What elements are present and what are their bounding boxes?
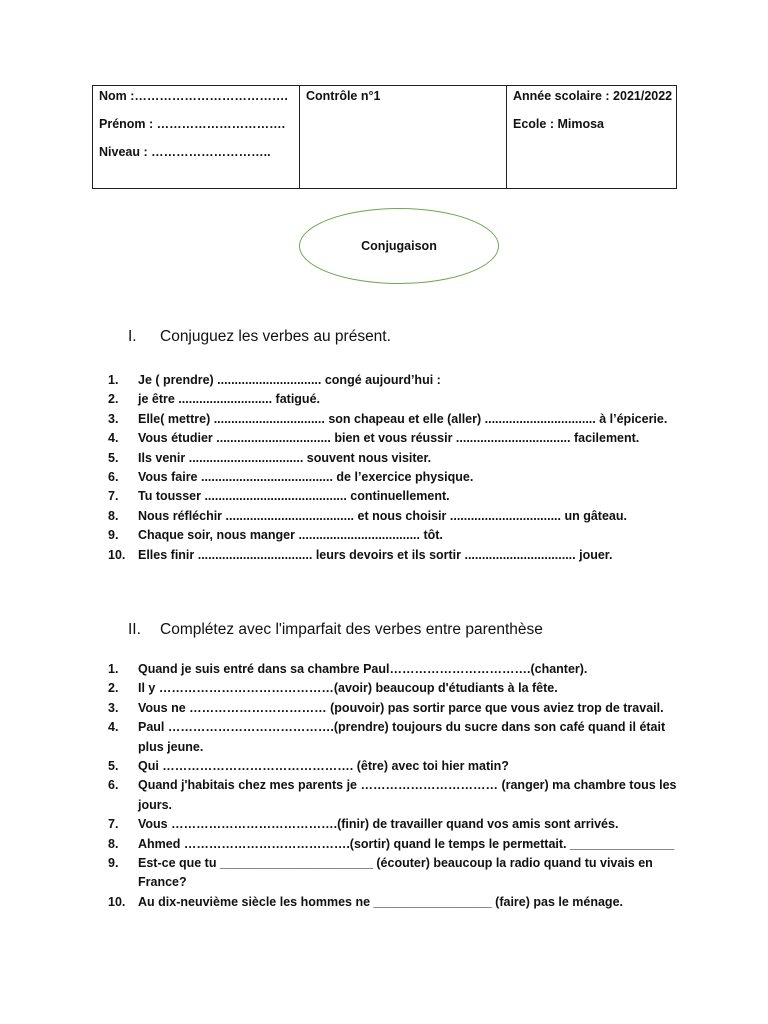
exercise-item bbox=[108, 526, 683, 545]
exercise-number: 3. bbox=[108, 700, 119, 715]
exercise-number: 10. bbox=[108, 547, 126, 562]
exercise-text: Est-ce que tu ______________________ (écouter) beaucoup la radio quand tu vivais en France? bbox=[138, 856, 653, 890]
exercise-text: Vous étudier ................................. bien et vous réussir ................................. facilement. bbox=[138, 431, 640, 446]
exercise-number: 2. bbox=[108, 392, 119, 407]
exercise-number: 4. bbox=[108, 431, 119, 446]
exercise-number: 10. bbox=[108, 894, 126, 909]
exercise-number: 6. bbox=[108, 778, 119, 793]
exercise-item bbox=[108, 854, 683, 893]
exercise-item bbox=[108, 679, 683, 698]
exercise-number: 7. bbox=[108, 489, 119, 504]
exercise-item bbox=[108, 507, 683, 526]
exercise-text: Vous ne …………………………… (pouvoir) pas sortir parce que vous aviez trop de travail. bbox=[138, 700, 664, 715]
exercise-text: Vous ………………………………….(finir) de travailler quand vos amis sont arrivés. bbox=[138, 817, 619, 832]
exercise-number: 9. bbox=[108, 856, 119, 871]
school-info-cell bbox=[507, 86, 677, 189]
exercise-text: Chaque soir, nous manger ................................... tôt. bbox=[138, 528, 443, 543]
exercise-number: 8. bbox=[108, 508, 119, 523]
exercise-number: 6. bbox=[108, 470, 119, 485]
controle-cell bbox=[300, 86, 507, 189]
exercise-number: 2. bbox=[108, 681, 119, 696]
header-table bbox=[92, 85, 677, 189]
exercise-number: 7. bbox=[108, 817, 119, 832]
exercise-item bbox=[108, 429, 683, 448]
exercise-item bbox=[108, 390, 683, 409]
exercise-item bbox=[108, 468, 683, 487]
section2-heading bbox=[128, 621, 543, 639]
exercise-item bbox=[108, 699, 683, 718]
exercise-text: Je ( prendre) .............................. congé aujourd’hui : bbox=[138, 373, 441, 387]
exercise-text: Elles finir ................................. leurs devoirs et ils sortir ................................ jouer. bbox=[138, 547, 613, 562]
exercise-number: 1. bbox=[108, 373, 119, 387]
exercise-text: Tu tousser ......................................... continuellement. bbox=[138, 489, 450, 504]
exercise-item bbox=[108, 757, 683, 776]
exercise-item bbox=[108, 371, 683, 390]
exercise-number: 9. bbox=[108, 528, 119, 543]
nom-field: Nom :………………………………. bbox=[99, 89, 288, 103]
prenom-field: Prénom : …………………………. bbox=[99, 117, 286, 131]
ecole-label: Ecole : Mimosa bbox=[513, 117, 604, 131]
exercise-text: Il y ……………………………………(avoir) beaucoup d'étudiants à la fête. bbox=[138, 681, 558, 696]
exercise-text: Qui ………………………………………. (être) avec toi hier matin? bbox=[138, 759, 509, 774]
exercise-item bbox=[108, 546, 683, 565]
exercise-number: 3. bbox=[108, 411, 119, 426]
student-info-cell bbox=[93, 86, 300, 189]
exercise-text: je être ........................... fatigué. bbox=[138, 392, 320, 407]
exercise-text: Nous réfléchir ..................................... et nous choisir ................................ un gâteau. bbox=[138, 508, 627, 523]
exercise-text: Quand j'habitais chez mes parents je …………………………… (ranger) ma chambre tous les jours. bbox=[138, 778, 677, 812]
exercise-item bbox=[108, 815, 683, 834]
section1-number: I. bbox=[128, 328, 137, 345]
exercise-text: Paul ………………………………….(prendre) toujours du sucre dans son café quand il était plus jeune. bbox=[138, 720, 666, 754]
exercise-text: Au dix-neuvième siècle les hommes ne _________________ (faire) pas le ménage. bbox=[138, 894, 623, 909]
exercise-text: Quand je suis entré dans sa chambre Paul…………………………….(chanter). bbox=[138, 662, 588, 676]
controle-label: Contrôle n°1 bbox=[306, 89, 381, 103]
section1-heading bbox=[128, 328, 391, 346]
exercise-item bbox=[108, 410, 683, 429]
exercise-number: 5. bbox=[108, 759, 119, 774]
exercise-item bbox=[108, 718, 683, 757]
exercise-item bbox=[108, 660, 683, 679]
exercise-text: Ahmed ………………………………….(sortir) quand le temps le permettait. _______________ bbox=[138, 836, 675, 851]
exercise-text: Elle( mettre) ................................ son chapeau et elle (aller) ................................ à l’épicerie. bbox=[138, 411, 668, 426]
exercise-item bbox=[108, 893, 683, 912]
subject-title: Conjugaison bbox=[361, 239, 437, 253]
section2-number: II. bbox=[128, 621, 141, 638]
exercise-number: 1. bbox=[108, 662, 119, 676]
exercise-number: 8. bbox=[108, 836, 119, 851]
exercise-text: Vous faire ...................................... de l’exercice physique. bbox=[138, 470, 474, 485]
exercise-number: 4. bbox=[108, 720, 119, 735]
exercise-text: Ils venir ................................. souvent nous visiter. bbox=[138, 450, 432, 465]
exercise-item bbox=[108, 776, 683, 815]
exercise-item bbox=[108, 449, 683, 468]
niveau-field: Niveau : ……………………….. bbox=[99, 145, 271, 159]
section2-exercise-list bbox=[108, 660, 683, 912]
exercise-number: 5. bbox=[108, 450, 119, 465]
section2-title: Complétez avec l'imparfait des verbes entre parenthèse bbox=[160, 621, 543, 638]
section1-title: Conjuguez les verbes au présent. bbox=[160, 328, 391, 345]
subject-ellipse bbox=[299, 208, 499, 284]
annee-label: Année scolaire : 2021/2022 bbox=[513, 89, 673, 103]
section1-exercise-list bbox=[108, 371, 683, 565]
exercise-item bbox=[108, 487, 683, 506]
exercise-item bbox=[108, 835, 683, 854]
